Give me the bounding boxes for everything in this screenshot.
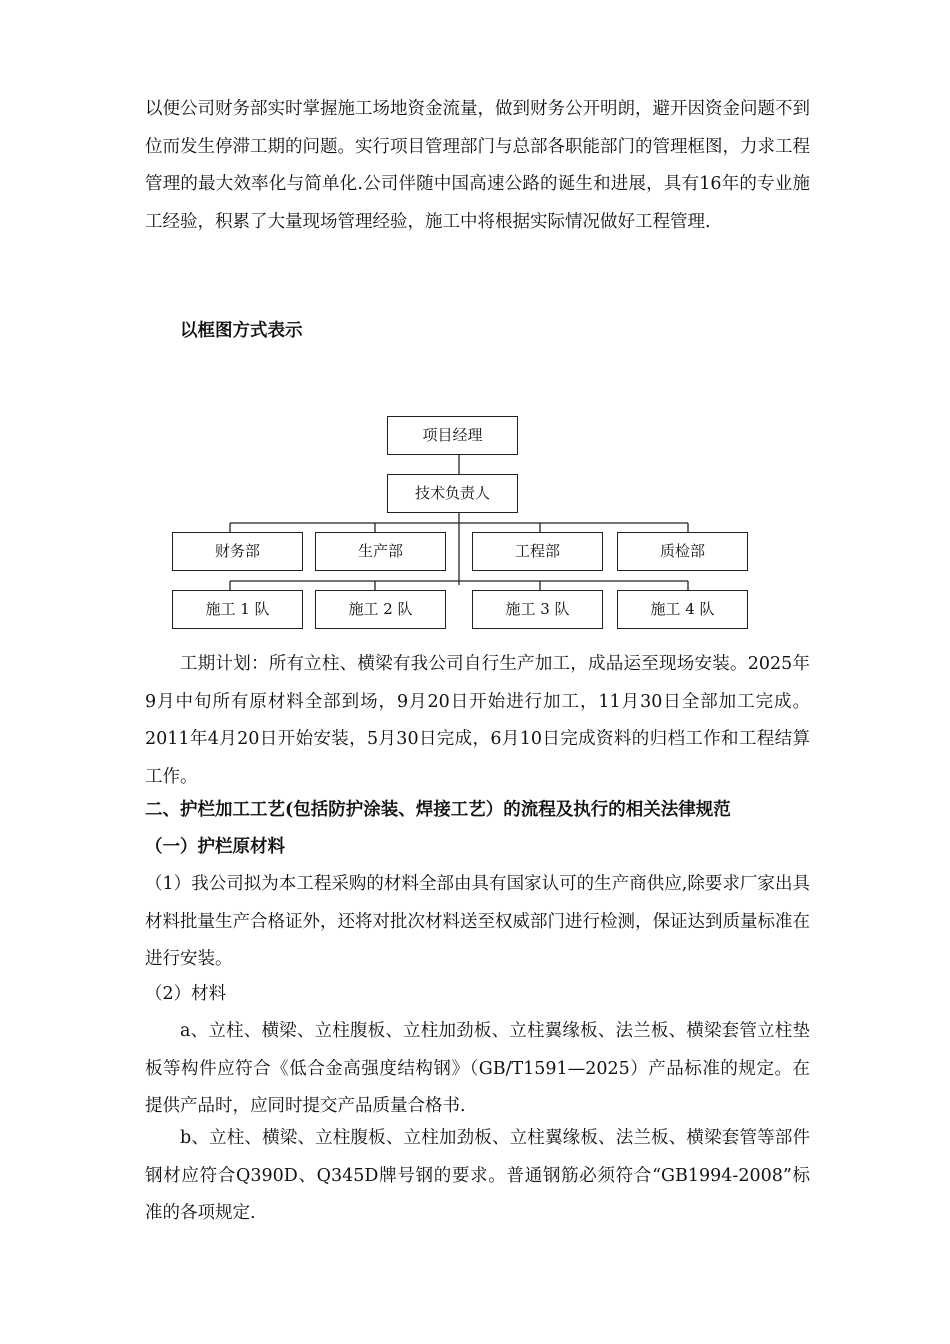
org-box-department: 生产部 [315,532,446,571]
item-b-paragraph: b、立柱、横梁、立柱腹板、立柱加劲板、立柱翼缘板、法兰板、横梁套管等部件钢材应符合Q390D、Q345D牌号钢的要求。普通钢筋必须符合“GB1994-2008”标准的各项规定. [145,1128,810,1223]
diagram-heading: 以框图方式表示 [180,321,303,341]
org-box-team: 施工 1 队 [172,590,303,629]
org-box-project-manager: 项目经理 [387,416,518,455]
schedule-paragraph: 工期计划：所有立柱、横梁有我公司自行生产加工，成品运至现场安装。2025年9月中旬所有原材料全部到场，9月20日开始进行加工，11月30日全部加工完成。2011年4月20日开始安装，5月30日完成，6月10日完成资料的归档工作和工程结算工作。 [145,654,810,787]
org-box-department: 质检部 [617,532,748,571]
intro-paragraph: 以便公司财务部实时掌握施工场地资金流量，做到财务公开明朗，避开因资金问题不到位而发生停滞工期的问题。实行项目管理部门与总部各职能部门的管理框图，力求工程管理的最大效率化与简单化.公司伴随中国高速公路的诞生和进展，具有16年的专业施工经验，积累了大量现场管理经验，施工中将根据实际情况做好工程管理. [145,99,810,232]
org-box-team: 施工 2 队 [315,590,446,629]
section-2-title: 二、护栏加工工艺(包括防护涂装、焊接工艺）的流程及执行的相关法律规范 [145,800,731,820]
org-box-technical-lead: 技术负责人 [387,474,518,513]
org-box-department: 工程部 [472,532,603,571]
org-box-team: 施工 4 队 [617,590,748,629]
org-box-team: 施工 3 队 [472,590,603,629]
item-2-title: （2）材料 [145,984,227,1004]
item-a-paragraph: a、立柱、横梁、立柱腹板、立柱加劲板、立柱翼缘板、法兰板、横梁套管立柱垫板等构件应符合《低合金高强度结构钢》（GB/T1591—2025）产品标准的规定。在提供产品时，应同时提交产品质量合格书. [145,1021,810,1116]
subsection-1-title: （一）护栏原材料 [145,837,285,857]
org-box-department: 财务部 [172,532,303,571]
item-1-paragraph: （1）我公司拟为本工程采购的材料全部由具有国家认可的生产商供应,除要求厂家出具材料批量生产合格证外，还将对批次材料送至权威部门进行检测，保证达到质量标准在进行安装。 [145,874,810,969]
